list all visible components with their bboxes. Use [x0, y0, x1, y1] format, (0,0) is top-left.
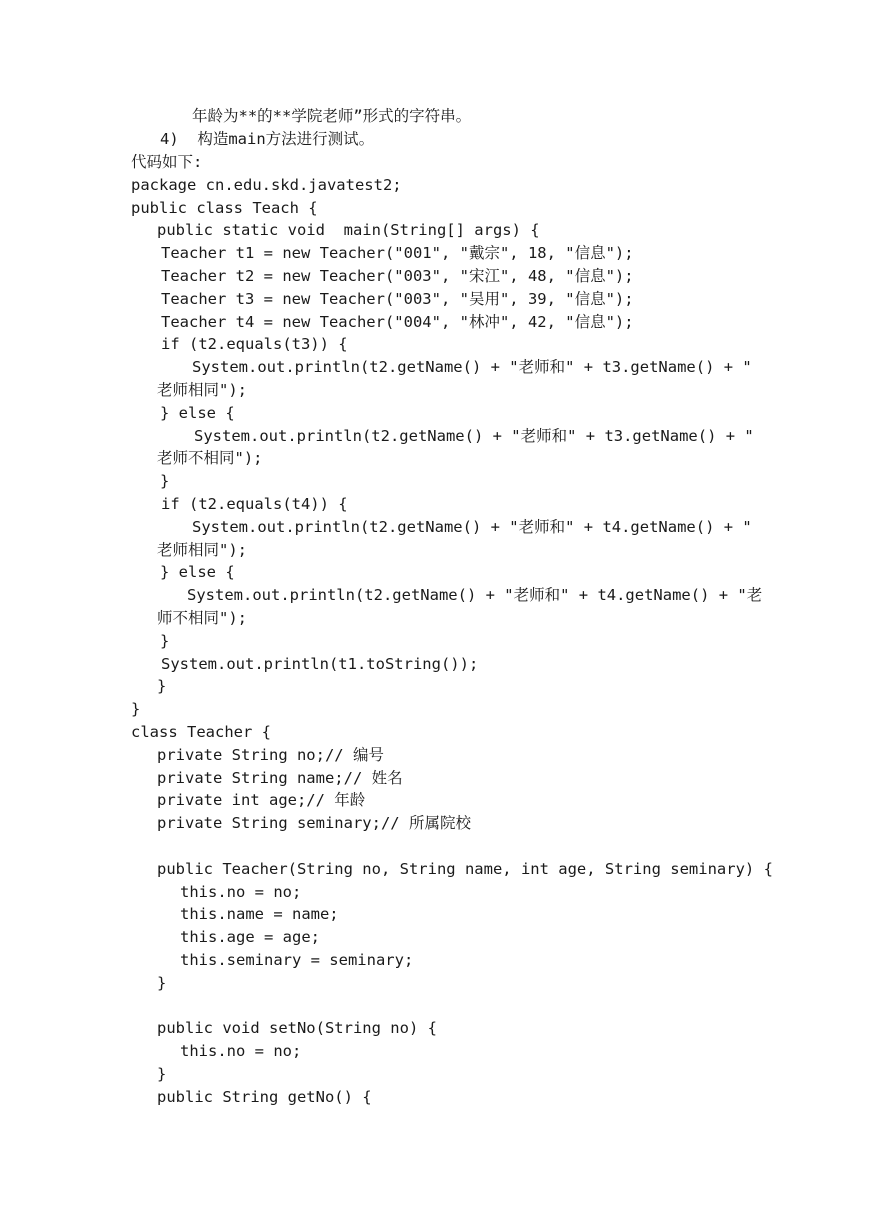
code-line: }	[160, 472, 170, 490]
intro-line: 年龄为**的**学院老师”形式的字符串。	[192, 107, 472, 125]
code-line: System.out.println(t1.toString());	[161, 655, 479, 673]
code-line: System.out.println(t2.getName() + "老师和" + t4.getName() + "	[192, 518, 752, 536]
code-line: System.out.println(t2.getName() + "老师和" + t4.getName() + "老	[187, 586, 763, 604]
code-line: }	[157, 1065, 167, 1083]
code-line: System.out.println(t2.getName() + "老师和" + t3.getName() + "	[194, 427, 754, 445]
code-line: private String no;// 编号	[157, 746, 384, 764]
code-line: private int age;// 年龄	[157, 791, 366, 809]
code-line: 老师相同");	[157, 541, 247, 559]
code-line: } else {	[160, 563, 235, 581]
code-line: System.out.println(t2.getName() + "老师和" + t3.getName() + "	[192, 358, 752, 376]
code-line: this.no = no;	[180, 883, 302, 901]
code-line: private String name;// 姓名	[157, 769, 403, 787]
code-line: Teacher t1 = new Teacher("001", "戴宗", 18, "信息");	[161, 244, 634, 262]
code-line: Teacher t2 = new Teacher("003", "宋江", 48, "信息");	[161, 267, 634, 285]
code-line: }	[160, 632, 170, 650]
code-line: Teacher t3 = new Teacher("003", "吴用", 39, "信息");	[161, 290, 634, 308]
intro-line: 代码如下:	[131, 153, 203, 171]
code-line: }	[131, 700, 141, 718]
code-line: }	[157, 974, 167, 992]
code-line: 老师相同");	[157, 381, 247, 399]
code-line: Teacher t4 = new Teacher("004", "林冲", 42, "信息");	[161, 313, 634, 331]
code-line: class Teacher {	[131, 723, 271, 741]
code-line: this.age = age;	[180, 928, 320, 946]
code-line: if (t2.equals(t3)) {	[161, 335, 348, 353]
intro-line: 4) 构造main方法进行测试。	[160, 130, 375, 148]
code-line: }	[157, 677, 167, 695]
code-line: 老师不相同");	[157, 449, 263, 467]
code-line: this.name = name;	[180, 905, 339, 923]
code-line: public Teacher(String no, String name, int age, String seminary) {	[157, 860, 773, 878]
code-line: this.seminary = seminary;	[180, 951, 414, 969]
code-line: package cn.edu.skd.javatest2;	[131, 176, 402, 194]
code-line: public static void main(String[] args) {	[157, 221, 540, 239]
code-line: this.no = no;	[180, 1042, 302, 1060]
code-line: if (t2.equals(t4)) {	[161, 495, 348, 513]
code-line: 师不相同");	[157, 609, 247, 627]
code-line: public class Teach {	[131, 199, 318, 217]
code-line: private String seminary;// 所属院校	[157, 814, 471, 832]
code-line: public String getNo() {	[157, 1088, 372, 1106]
code-line: } else {	[160, 404, 235, 422]
code-line: public void setNo(String no) {	[157, 1019, 437, 1037]
